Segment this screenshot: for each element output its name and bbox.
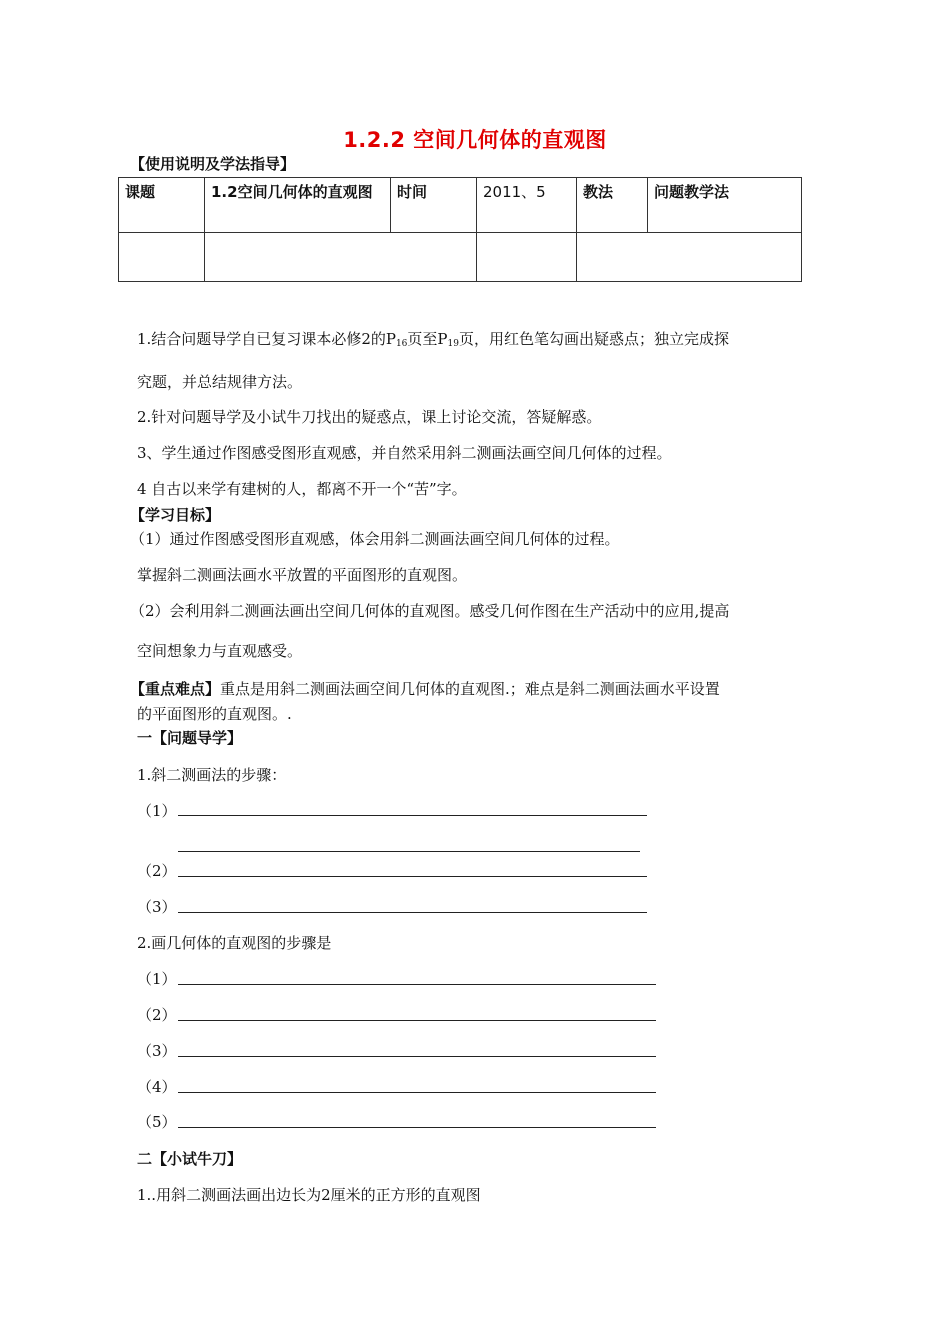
q1-label-1: （1） [137,802,177,820]
q1-label-3: （3） [137,898,177,916]
cell-time-label: 时间 [391,178,477,233]
usage-line-2: 2.针对问题导学及小试牛刀找出的疑惑点，课上讨论交流，答疑解惑。 [137,408,602,426]
answer-line[interactable] [178,876,647,877]
answer-line[interactable] [178,984,656,985]
cell-blank-4 [577,233,802,282]
answer-line[interactable] [178,1056,656,1057]
usage-line-3: 3、学生通过作图感受图形直观感，并自然采用斜二测画法画空间几何体的过程。 [137,444,672,462]
page-title: 1.2.2 空间几何体的直观图 [343,128,607,152]
goal-2b: 空间想象力与直观感受。 [137,642,303,660]
cell-method-value: 问题教学法 [648,178,802,233]
goal-1: （1）通过作图感受图形直观感，体会用斜二测画法画空间几何体的过程。 [130,530,620,548]
usage-line-1: 1.结合问题导学自已复习课本必修2的$P_{16}$页至$P_{19}$页，用红色笔勾画出疑惑点；独立完成探 [137,330,729,349]
goal-2: （2）会利用斜二测画法画出空间几何体的直观图。感受几何作图在生产活动中的应用,提高 [130,602,730,620]
question-2: 2.画几何体的直观图的步骤是 [137,934,332,952]
answer-line[interactable] [178,1092,656,1093]
section1-header: 一【问题导学】 [137,729,243,747]
key-line-2: 的平面图形的直观图。. [137,705,292,723]
cell-topic-value: 1.2空间几何体的直观图 [205,178,391,233]
usage-header: 【使用说明及学法指导】 [130,155,296,173]
answer-line[interactable] [178,815,647,816]
question-1: 1.斜二测画法的步骤： [137,766,287,784]
usage-line-1b: 究题，并总结规律方法。 [137,373,303,391]
q2-label-5: （5） [137,1113,177,1131]
q2-label-3: （3） [137,1042,177,1060]
cell-time-value: 2011、5 [477,178,577,233]
key-line-1: 【重点难点】重点是用斜二测画法画空间几何体的直观图.；难点是斜二测画法画水平设置 [130,680,720,698]
q1-label-2: （2） [137,862,177,880]
cell-method-label: 教法 [577,178,648,233]
cell-blank-3 [477,233,577,282]
goals-header: 【学习目标】 [130,506,221,524]
answer-line[interactable] [178,912,647,913]
usage-line-4: 4 自古以来学有建树的人，都离不开一个“苦”字。 [137,480,467,498]
q2-label-4: （4） [137,1078,177,1096]
goal-1b: 掌握斜二测画法画水平放置的平面图形的直观图。 [137,566,468,584]
answer-line[interactable] [178,1020,656,1021]
cell-topic-label: 课题 [119,178,205,233]
q2-label-1: （1） [137,970,177,988]
practice-1: 1..用斜二测画法画出边长为2厘米的正方形的直观图 [137,1186,481,1204]
cell-blank-2 [205,233,477,282]
key-header: 【重点难点】 [130,680,221,698]
q2-label-2: （2） [137,1006,177,1024]
section2-header: 二【小试牛刀】 [137,1150,243,1168]
answer-line[interactable] [178,851,640,852]
answer-line[interactable] [178,1127,656,1128]
cell-blank-1 [119,233,205,282]
info-table [118,177,802,282]
